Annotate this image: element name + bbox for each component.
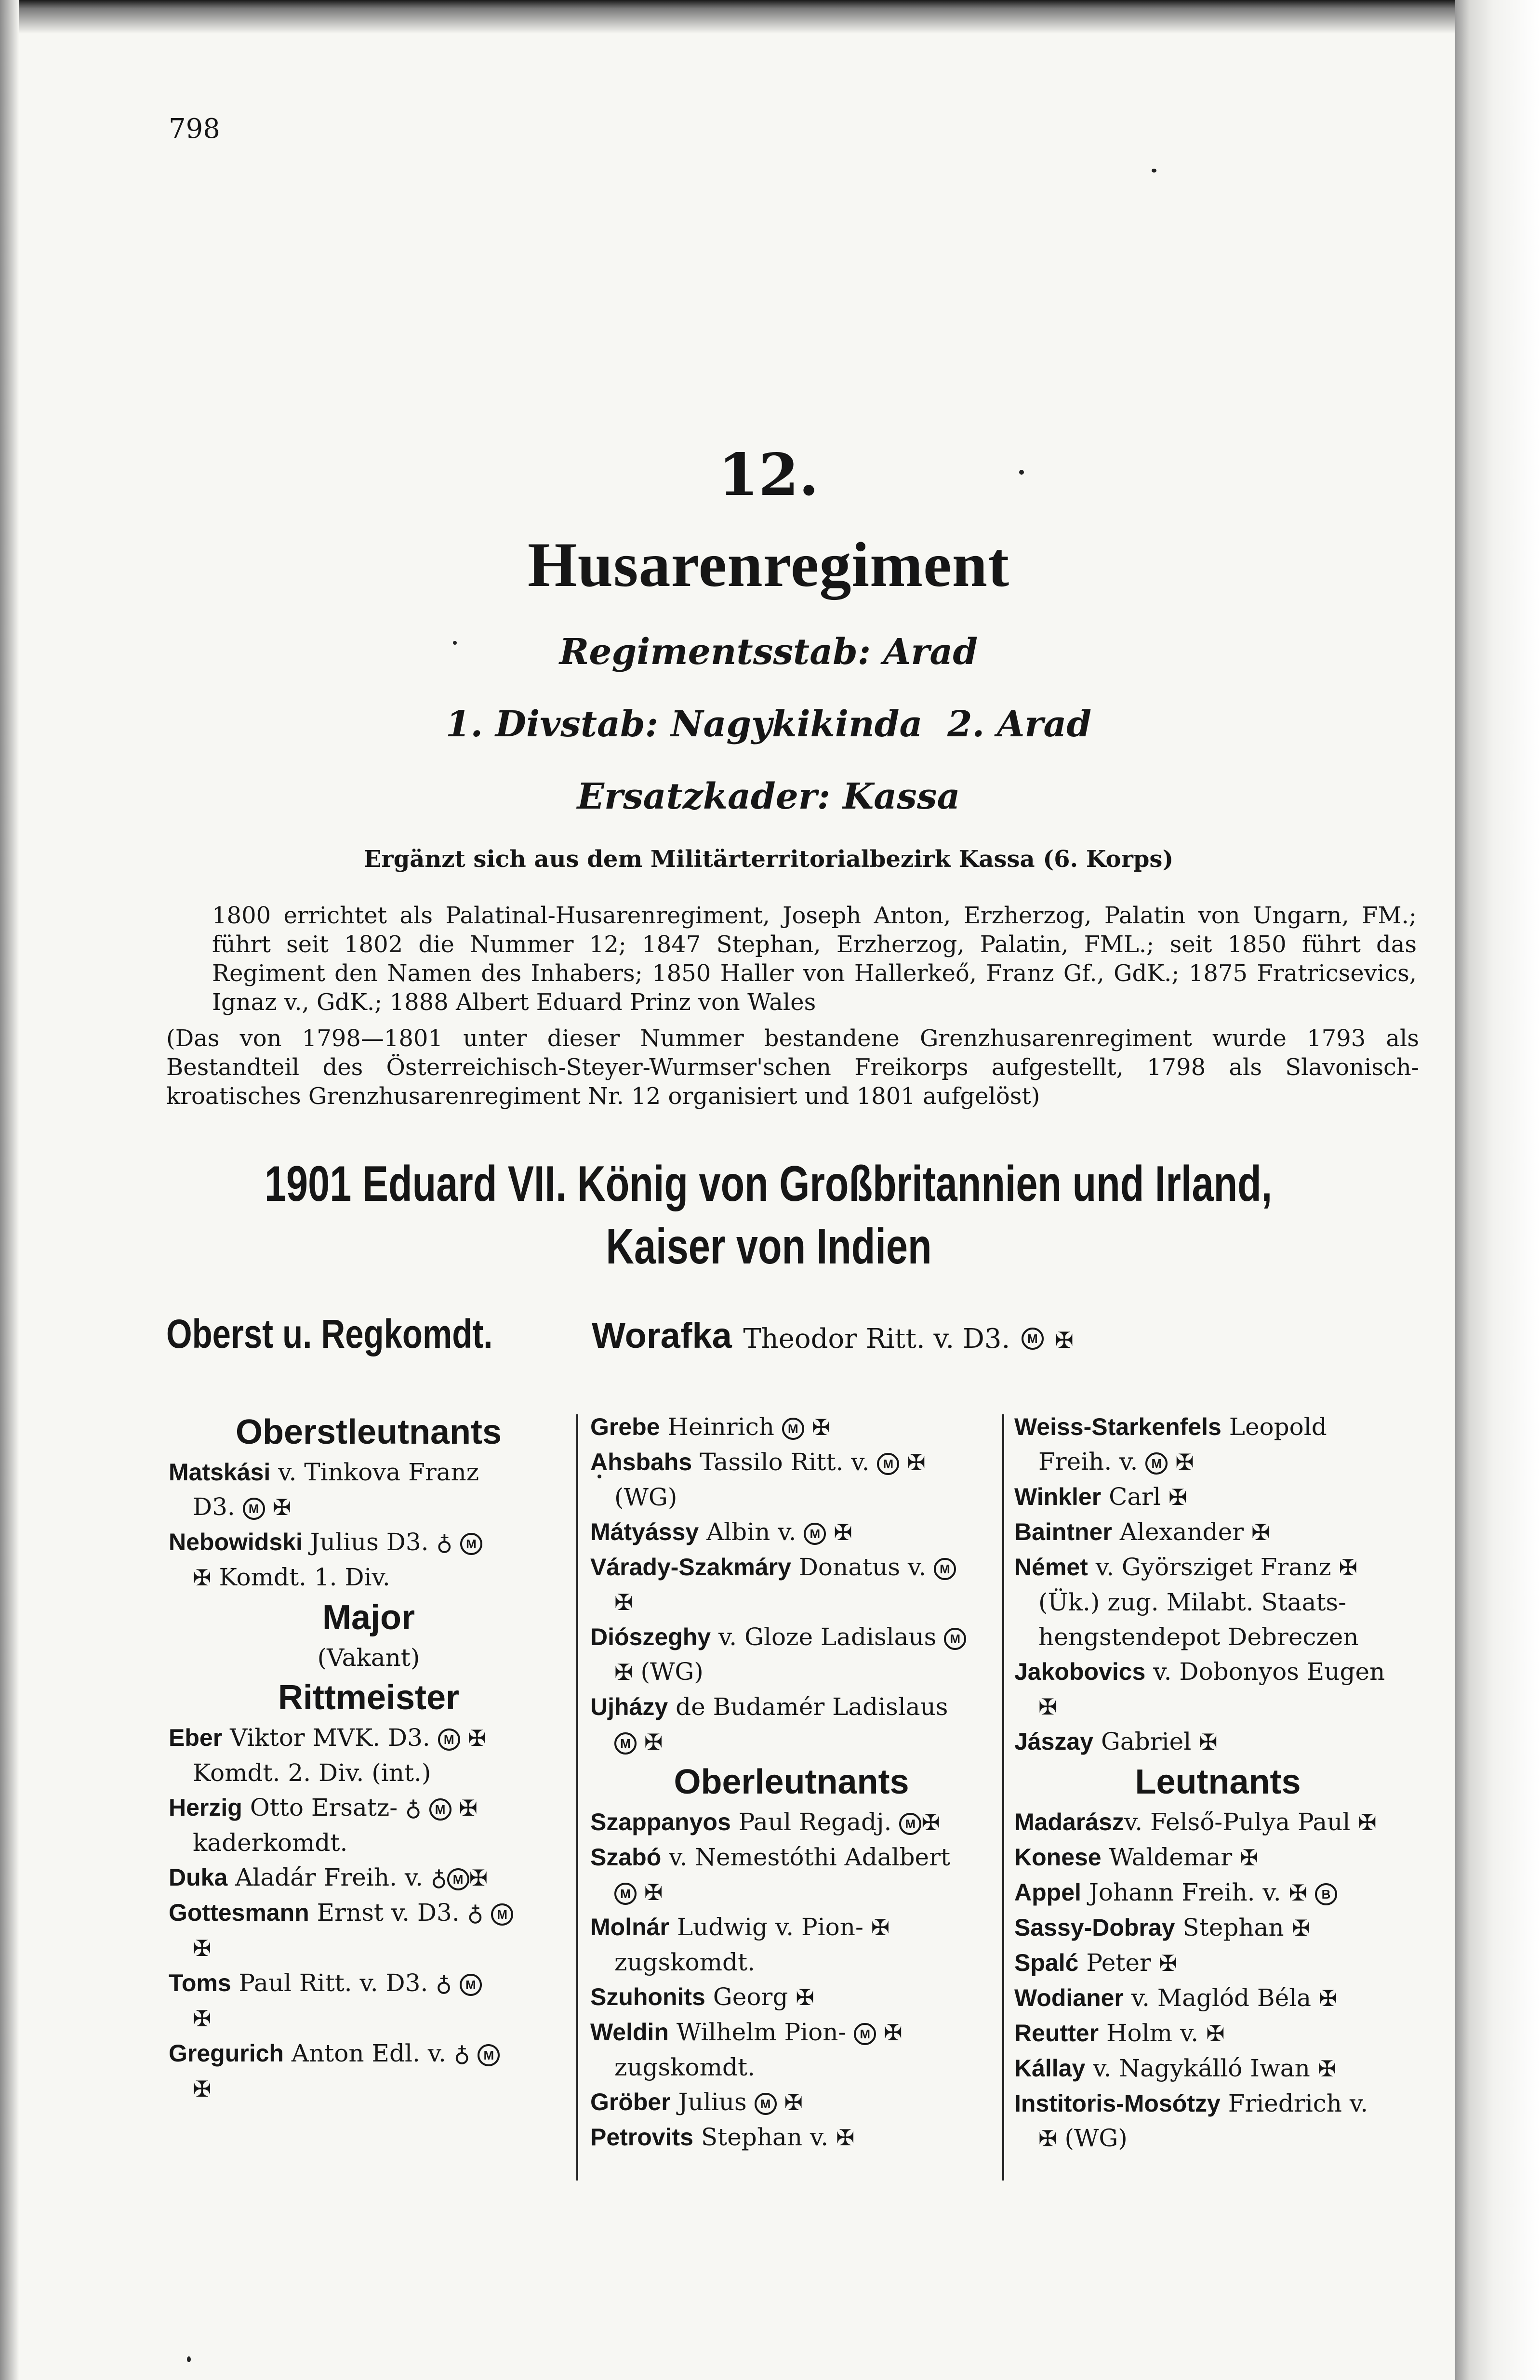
- cross-icon: ✠: [1055, 1327, 1074, 1353]
- list-item: Szuhonits Georg ✠: [590, 1983, 814, 2011]
- regiment-number: 12.: [718, 441, 819, 509]
- medal-icon: M: [899, 1813, 921, 1835]
- list-item: Grebe Heinrich M ✠: [590, 1413, 831, 1441]
- list-item: kaderkomdt.: [193, 1829, 348, 1857]
- major-heading: Major: [322, 1598, 415, 1637]
- cross-icon: ✠: [1206, 2021, 1225, 2047]
- list-item: [169, 2001, 569, 2036]
- inhaber-line-2: [0, 1217, 1537, 1276]
- cross-icon: ✠: [796, 1984, 814, 2010]
- cross-icon: ✠: [1168, 1484, 1187, 1510]
- medal-icon: M: [944, 1628, 966, 1650]
- order-icon: ♁: [405, 1795, 422, 1821]
- medal-icon: M: [429, 1798, 451, 1821]
- list-item: Várady-Szakmáry Donatus v. M: [590, 1550, 993, 1584]
- cross-icon: ✠: [1358, 1809, 1377, 1835]
- medal-icon: M: [755, 2093, 777, 2115]
- list-item: [169, 1930, 569, 1966]
- list-item: Toms Paul Ritt. v. D3. ♁ M: [169, 1966, 569, 2001]
- cross-icon: ✠: [1317, 2056, 1337, 2082]
- list-item: hengstendepot Debreczen: [1038, 1623, 1359, 1651]
- history-paragraph: 1800 errichtet als Palatinal-Husarenregiment, Joseph Anton, Erzherzog, Palatin von Ungarn, FM.; führt seit 1802 die Nummer 12; 1847 Stephan, Erzherzog, Palatin, FML.; seit 1850 führt das Regiment den Namen des Inhabers; 1850 Haller von Hallerkeő, Franz Gf., GdK.; 1875 Fratricsevics, Ignaz v., GdK.; 1888 Albert Eduard Prinz von Wales: [212, 902, 1417, 1016]
- cross-icon: ✠: [272, 1494, 292, 1520]
- oberst-name: Worafka: [592, 1316, 732, 1356]
- list-item: Freih. v. M ✠: [1038, 1448, 1194, 1476]
- medal-icon: M: [438, 1728, 460, 1751]
- cross-icon: ✠: [1158, 1950, 1178, 1976]
- list-item: Eber Viktor MVK. D3. M ✠: [169, 1724, 487, 1752]
- column-divider: [1002, 1414, 1004, 2181]
- scan-speck: [1152, 169, 1156, 173]
- scan-speck: [187, 2356, 191, 2362]
- cross-icon: ✠: [1318, 1985, 1338, 2011]
- list-item: Herzig Otto Ersatz- ♁ M ✠: [169, 1794, 478, 1822]
- medal-icon: M: [614, 1883, 637, 1905]
- medal-icon: M: [1145, 1452, 1168, 1475]
- cross-icon: ✠: [193, 2076, 212, 2102]
- cross-icon: ✠: [784, 2089, 803, 2115]
- cross-icon: ✠: [1240, 1845, 1259, 1871]
- list-item: (Ük.) zug. Milabt. Staats-: [1038, 1588, 1347, 1616]
- medal-icon: M: [491, 1903, 513, 1926]
- list-item: zugskomdt.: [614, 2053, 756, 2081]
- list-item: Gregurich Anton Edl. v. ♁ M: [169, 2036, 569, 2071]
- regimentsstab-value: Arad: [883, 631, 978, 673]
- list-item: Winkler Carl ✠: [1014, 1483, 1187, 1511]
- medal-icon: M: [1022, 1328, 1044, 1350]
- cross-icon: ✠: [1038, 2126, 1057, 2152]
- divstab-2: 2. Arad: [947, 704, 1092, 745]
- list-item: Gröber Julius M ✠: [590, 2088, 803, 2116]
- rittmeister-heading: Rittmeister: [278, 1678, 460, 1717]
- list-item: Madarászv. Felső-Pulya Paul ✠: [1014, 1808, 1377, 1836]
- major-value: (Vakant): [317, 1644, 420, 1672]
- list-item: Nebowidski Julius D3. ♁ M: [169, 1525, 569, 1560]
- list-item: Diószeghy v. Gloze Ladislaus M: [590, 1620, 993, 1654]
- medal-icon: M: [447, 1868, 469, 1890]
- list-item: [1014, 1689, 1421, 1724]
- oberleutnants-heading: Oberleutnants: [674, 1763, 909, 1801]
- divstab-line: [0, 704, 1537, 745]
- divstab-label: 1. Divstab:: [445, 704, 659, 745]
- cross-icon: ✠: [836, 2125, 855, 2151]
- column-3: [1014, 1409, 1421, 2156]
- medal-icon: M: [243, 1498, 265, 1520]
- cross-icon: ✠: [614, 1659, 633, 1685]
- inhaber-line-1: [0, 1154, 1537, 1213]
- list-item: Német v. Györsziget Franz ✠: [1014, 1553, 1358, 1581]
- b-mark-icon: B: [1315, 1883, 1337, 1905]
- list-item: Institoris-Mosótzy Friedrich v.: [1014, 2089, 1368, 2117]
- list-item: Baintner Alexander ✠: [1014, 1518, 1270, 1546]
- oberst-details: Theodor Ritt. v. D3.: [743, 1323, 1010, 1355]
- list-item: Molnár Ludwig v. Pion- ✠: [590, 1913, 890, 1941]
- cross-icon: ✠: [1288, 1880, 1308, 1906]
- list-item: [590, 1584, 993, 1620]
- regimentsstab-label: Regimentsstab:: [559, 631, 871, 673]
- medal-icon: M: [478, 2044, 500, 2066]
- cross-icon: ✠: [907, 1449, 926, 1476]
- list-item: Spalć Peter ✠: [1014, 1949, 1178, 1977]
- list-item: Jakobovics v. Dobonyos Eugen: [1014, 1658, 1385, 1686]
- erganzt-line: Ergänzt sich aus dem Militärterritorialbezirk Kassa (6. Korps): [363, 846, 1174, 873]
- order-icon: ♁: [436, 1529, 453, 1556]
- cross-icon: ✠: [871, 1915, 890, 1941]
- cross-icon: ✠: [614, 1589, 633, 1615]
- column-divider: [576, 1414, 578, 2181]
- inhaber-text-1: 1901 Eduard VII. König von Großbritannien und Irland,: [265, 1156, 1273, 1212]
- cross-icon: ✠: [1251, 1519, 1270, 1545]
- list-item: Szappanyos Paul Regadj. M ✠: [590, 1808, 940, 1836]
- list-item: Ahsbahs Tassilo Ritt. v. M ✠: [590, 1448, 926, 1476]
- cross-icon: ✠: [921, 1809, 940, 1835]
- oberst-label: Oberst u. Regkomdt.: [166, 1311, 493, 1356]
- list-item: ✠ (WG): [614, 1658, 704, 1686]
- medal-icon: M: [804, 1523, 826, 1545]
- cross-icon: ✠: [193, 1935, 212, 1961]
- list-item: Petrovits Stephan v. ✠: [590, 2123, 855, 2151]
- list-item: Appel Johann Freih. v. ✠ B: [1014, 1875, 1421, 1910]
- list-item: Weiss-Starkenfels Leopold: [1014, 1413, 1327, 1441]
- inhaber-text-2: Kaiser von Indien: [605, 1219, 932, 1275]
- page-number: 798: [169, 113, 220, 145]
- list-item: Duka Aladár Freih. v. ♁ M ✠: [169, 1863, 488, 1891]
- ersatzkader-label: Ersatzkader:: [577, 776, 831, 817]
- medal-icon: M: [460, 1533, 482, 1555]
- list-item: Ujházy de Budamér Ladislaus: [590, 1693, 948, 1721]
- list-item: Reutter Holm v. ✠: [1014, 2019, 1225, 2047]
- cross-icon: ✠: [644, 1729, 663, 1755]
- list-item: Matskási v. Tinkova Franz: [169, 1458, 479, 1486]
- column-1: [169, 1409, 569, 2106]
- medal-icon: M: [854, 2023, 876, 2045]
- oberst-line: [166, 1311, 1074, 1357]
- medal-icon: M: [460, 1974, 482, 1996]
- divstab-1: Nagykikinda: [670, 704, 923, 745]
- list-item: Gottesmann Ernst v. D3. ♁ M: [169, 1895, 569, 1930]
- cross-icon: ✠: [193, 1565, 212, 1591]
- cross-icon: ✠: [1175, 1449, 1194, 1475]
- list-item: [169, 2071, 569, 2106]
- cross-icon: ✠: [459, 1795, 478, 1821]
- cross-icon: ✠: [1199, 1729, 1218, 1755]
- cross-icon: ✠: [467, 1725, 487, 1751]
- list-item: Wodianer v. Maglód Béla ✠: [1014, 1984, 1338, 2012]
- list-item: ✠ Komdt. 1. Div.: [193, 1563, 390, 1591]
- cross-icon: ✠: [644, 1879, 663, 1905]
- list-item: [590, 1875, 993, 1910]
- list-item: D3. M ✠: [193, 1493, 292, 1521]
- leutnants-heading: Leutnants: [1135, 1763, 1301, 1801]
- list-item: ✠ (WG): [1038, 2124, 1128, 2152]
- cross-icon: ✠: [811, 1414, 831, 1440]
- order-icon: ♁: [430, 1865, 447, 1891]
- list-item: Konese Waldemar ✠: [1014, 1843, 1259, 1871]
- medal-icon: M: [614, 1732, 637, 1755]
- list-item: Weldin Wilhelm Pion- M ✠: [590, 2018, 903, 2046]
- list-item: Sassy-Dobray Stephan ✠: [1014, 1914, 1311, 1941]
- ersatzkader-line: [0, 776, 1537, 817]
- order-icon: ♁: [467, 1900, 484, 1926]
- list-item: Mátyássy Albin v. M ✠: [590, 1518, 852, 1546]
- regiment-title: Husarenregiment: [527, 529, 1010, 600]
- list-item: Szabó v. Nemestóthi Adalbert: [590, 1843, 951, 1871]
- oberstleutnants-heading: Oberstleutnants: [235, 1413, 502, 1451]
- list-item: Komdt. 2. Div. (int.): [193, 1759, 431, 1787]
- column-2: [590, 1409, 993, 2155]
- medal-icon: M: [934, 1558, 956, 1580]
- list-item: (WG): [614, 1483, 677, 1511]
- scan-top-shadow: [0, 0, 1455, 34]
- cross-icon: ✠: [1291, 1915, 1311, 1941]
- list-item: Kállay v. Nagykálló Iwan ✠: [1014, 2054, 1337, 2082]
- cross-icon: ✠: [884, 2020, 903, 2046]
- order-icon: ♁: [453, 2041, 470, 2067]
- ersatzkader-value: Kassa: [842, 776, 960, 817]
- cross-icon: ✠: [1038, 1694, 1057, 1720]
- medal-icon: M: [782, 1418, 804, 1440]
- cross-icon: ✠: [834, 1519, 852, 1545]
- medal-icon: M: [877, 1453, 899, 1475]
- cross-icon: ✠: [193, 2006, 212, 2032]
- cross-icon: ✠: [1339, 1555, 1358, 1581]
- list-item: zugskomdt.: [614, 1948, 756, 1976]
- regimentsstab-line: [0, 631, 1537, 673]
- note-paragraph: (Das von 1798—1801 unter dieser Nummer bestandene Grenzhusarenregiment wurde 1793 als Bestandteil des Österreichisch-Steyer-Wurmser'schen Freikorps aufgestellt, 1798 als Slavonisch-kroatisches Grenzhusarenregiment Nr. 12 organisiert und 1801 aufgelöst): [166, 1025, 1419, 1110]
- order-icon: ♁: [436, 1970, 452, 1996]
- list-item: [590, 1724, 993, 1759]
- list-item: Jászay Gabriel ✠: [1014, 1728, 1218, 1755]
- cross-icon: ✠: [469, 1865, 488, 1891]
